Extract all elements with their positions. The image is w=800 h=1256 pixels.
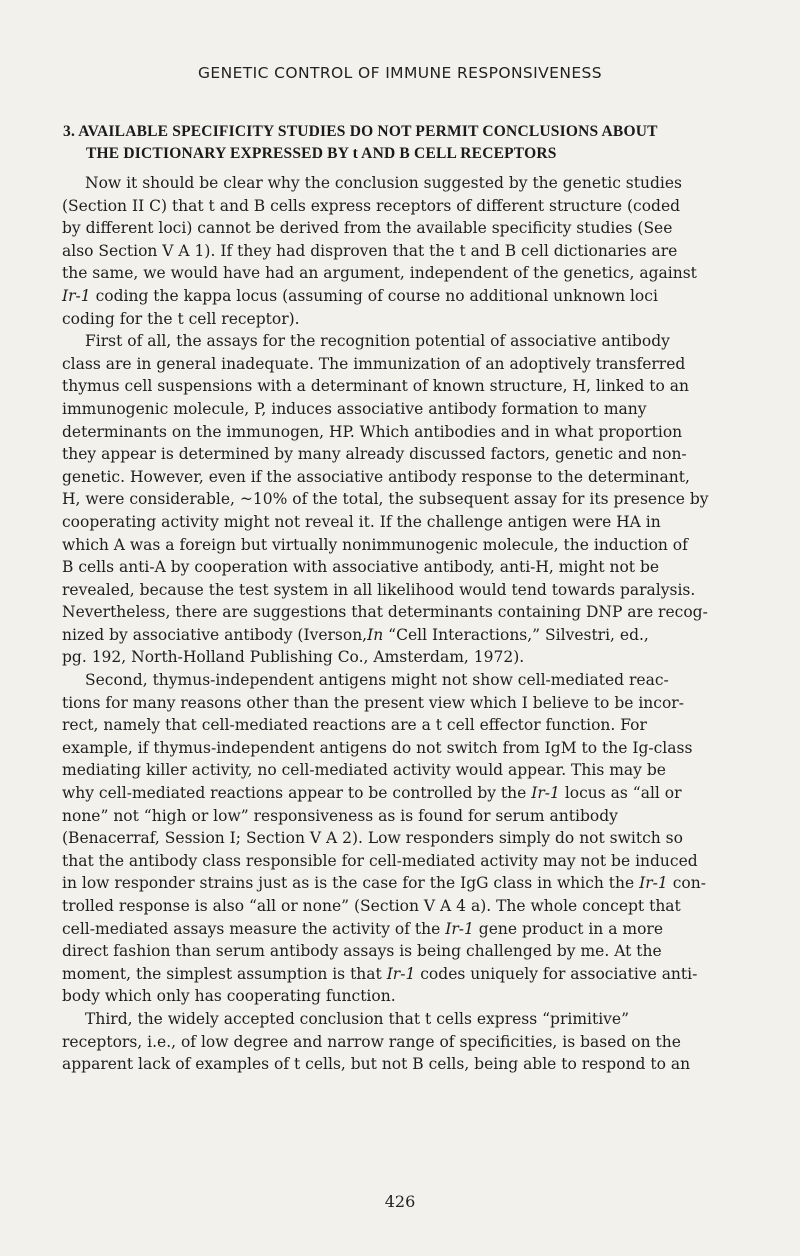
text-line: that the antibody class responsible for cell-mediated activity may not be induced (62, 851, 698, 870)
text-line: by different loci) cannot be derived from the available specificity studies (See (62, 219, 673, 238)
italic-in: In (367, 625, 384, 644)
text-line: trolled response is also “all or none” (Section V A 4 a). The whole concept that (62, 897, 681, 915)
text-line: pg. 192, North-Holland Publishing Co., Amsterdam, 1972). (62, 648, 525, 667)
text-line: they appear is determined by many already discussed factors, genetic and non- (62, 445, 687, 464)
italic-gene: Ir-1 (445, 919, 474, 938)
text-line: which A was a foreign but virtually nonimmunogenic molecule, the induction of (62, 535, 688, 554)
text-line: B cells anti-A by cooperation with associative antibody, anti-H, might not be (62, 558, 660, 577)
section-heading (63, 121, 753, 165)
heading-line-2: THE DICTIONARY EXPRESSED BY t AND B CELL RECEPTORS (86, 145, 557, 162)
italic-gene: Ir-1 (639, 874, 668, 893)
text-line: Now it should be clear why the conclusion suggested by the genetic studies (85, 174, 682, 192)
text-line: revealed, because the test system in all likelihood would tend towards paralysis. (62, 580, 696, 599)
text-line: also Section V A 1). If they had disproven that the t and B cell dictionaries are (62, 241, 678, 260)
text-line: tions for many reasons other than the present view which I believe to be incor- (62, 693, 684, 712)
heading-line-1: 3. AVAILABLE SPECIFICITY STUDIES DO NOT PERMIT CONCLUSIONS ABOUT (63, 123, 658, 140)
text-line: body which only has cooperating function. (62, 987, 396, 1006)
text-line: (Benacerraf, Session I; Section V A 2). Low responders simply do not switch so (62, 829, 683, 848)
text-line: nized by associative antibody (Iverson,In “Cell Interactions,” Silvestri, ed., (62, 625, 649, 644)
text-line: (Section II C) that t and B cells express receptors of different structure (coded (62, 196, 681, 215)
text-line: receptors, i.e., of low degree and narrow range of specificities, is based on the (62, 1032, 681, 1051)
italic-gene: Ir-1 (62, 286, 91, 305)
text-line: mediating killer activity, no cell-mediated activity would appear. This may be (62, 761, 666, 780)
text-line: thymus cell suspensions with a determinant of known structure, H, linked to an (62, 377, 689, 396)
text-line: the same, we would have had an argument, independent of the genetics, against (62, 264, 697, 283)
text-line: cooperating activity might not reveal it. If the challenge antigen were HA in (62, 512, 661, 531)
body-text (62, 172, 752, 1076)
text-line: in low responder strains just as is the case for the IgG class in which the Ir-1 con- (62, 874, 706, 893)
text-line: class are in general inadequate. The immunization of an adoptively transferred (62, 354, 686, 373)
text-line: Second, thymus-independent antigens might not show cell-mediated reac- (85, 671, 669, 690)
text-line: genetic. However, even if the associative antibody response to the determinant, (62, 467, 690, 486)
text-line: Ir-1 coding the kappa locus (assuming of course no additional unknown loci (62, 286, 658, 305)
text-line: rect, namely that cell-mediated reactions are a t cell effector function. For (62, 716, 647, 735)
italic-gene: Ir-1 (531, 784, 560, 803)
text-line: coding for the t cell receptor). (62, 309, 300, 328)
text-line: direct fashion than serum antibody assays is being challenged by me. At the (62, 942, 662, 961)
text-line: none” not “high or low” responsiveness as is found for serum antibody (62, 806, 618, 825)
text-line: why cell-mediated reactions appear to be controlled by the Ir-1 locus as “all or (62, 784, 682, 803)
page-number: 426 (384, 1192, 416, 1211)
text-line: moment, the simplest assumption is that Ir-1 codes uniquely for associative anti- (62, 964, 698, 983)
text-line: immunogenic molecule, P, induces associative antibody formation to many (62, 399, 647, 418)
text-line: First of all, the assays for the recognition potential of associative antibody (85, 332, 670, 351)
running-head: GENETIC CONTROL OF IMMUNE RESPONSIVENESS (197, 64, 603, 82)
text-line: apparent lack of examples of t cells, but not B cells, being able to respond to an (62, 1055, 691, 1074)
text-line: example, if thymus-independent antigens do not switch from IgM to the Ig-class (62, 738, 693, 757)
text-line: determinants on the immunogen, HP. Which antibodies and in what proportion (62, 422, 683, 441)
text-line: Third, the widely accepted conclusion that t cells express “primitive” (85, 1009, 630, 1028)
text-line: cell-mediated assays measure the activity of the Ir-1 gene product in a more (62, 919, 663, 938)
italic-gene: Ir-1 (386, 964, 416, 983)
text-line: Nevertheless, there are suggestions that determinants containing DNP are recog- (62, 603, 708, 622)
text-line: H, were considerable, ~10% of the total, the subsequent assay for its presence by (62, 490, 709, 509)
